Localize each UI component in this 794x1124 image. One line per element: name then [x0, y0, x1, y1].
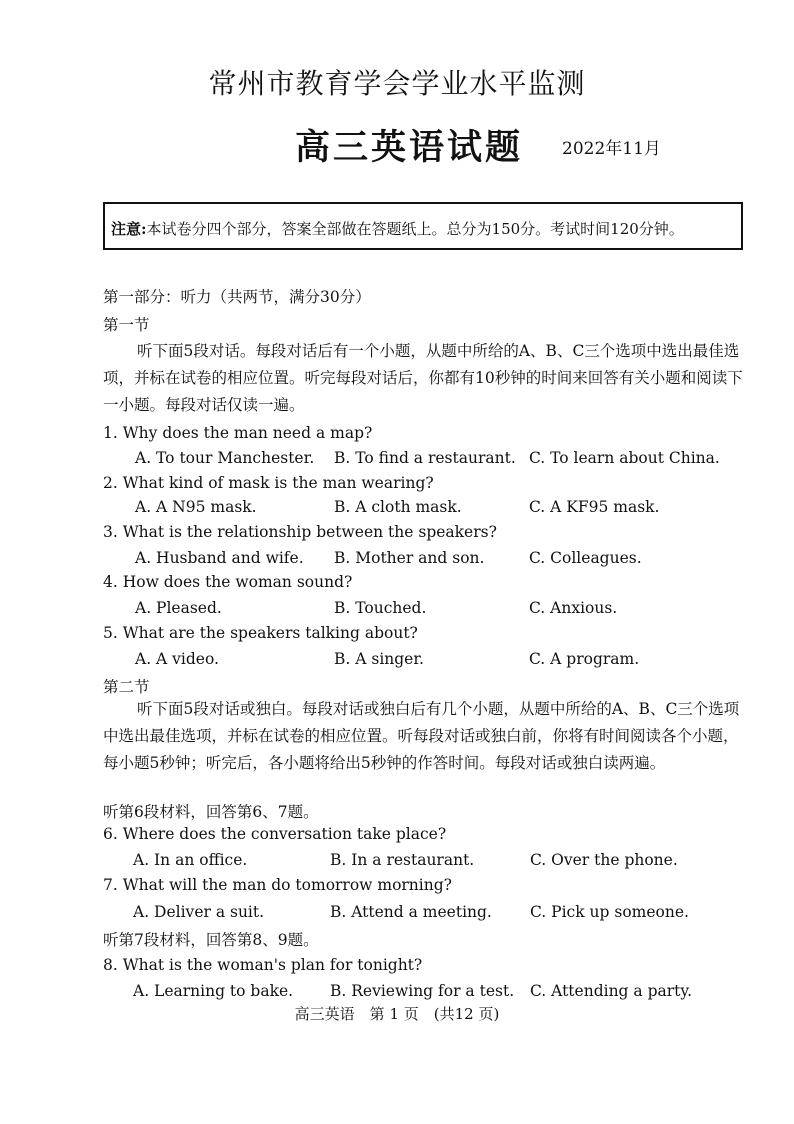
- part1-heading: 第一部分：听力（共两节，满分30分）: [103, 288, 371, 306]
- q4-option-c: C. Anxious.: [529, 599, 618, 617]
- material-7-instruction: 听第7段材料，回答第8、9题。: [103, 931, 319, 949]
- q8-option-a: A. Learning to bake.: [133, 982, 294, 1000]
- question-8: 8. What is the woman's plan for tonight?: [103, 956, 423, 974]
- q8-option-b: B. Reviewing for a test.: [330, 982, 515, 1000]
- q5-option-a: A. A video.: [135, 650, 219, 668]
- q3-option-c: C. Colleagues.: [529, 549, 642, 567]
- q3-option-a: A. Husband and wife.: [135, 549, 304, 567]
- q3-option-b: B. Mother and son.: [334, 549, 485, 567]
- q2-option-c: C. A KF95 mask.: [529, 498, 660, 516]
- section1-heading: 第一节: [103, 316, 150, 334]
- material-6-instruction: 听第6段材料，回答第6、7题。: [103, 803, 319, 821]
- q1-option-b: B. To find a restaurant.: [334, 449, 516, 467]
- section2-heading: 第二节: [103, 678, 150, 696]
- notice-content: [111, 218, 684, 239]
- q6-option-a: A. In an office.: [133, 851, 248, 869]
- exam-date: 2022年11月: [562, 139, 661, 159]
- q4-option-b: B. Touched.: [334, 599, 427, 617]
- notice-label: 注意:: [111, 220, 147, 238]
- q5-option-c: C. A program.: [529, 650, 640, 668]
- q6-option-c: C. Over the phone.: [530, 851, 678, 869]
- q2-option-b: B. A cloth mask.: [334, 498, 462, 516]
- question-7: 7. What will the man do tomorrow morning?: [103, 876, 452, 894]
- section1-instructions: 听下面5段对话。每段对话后有一个小题，从题中所给的A、B、C三个选项中选出最佳选项，并标在试卷的相应位置。听完每段对话后，你都有10秒钟的时间来回答有关小题和阅读下一小题。每段对话仅读一遍。: [103, 342, 743, 414]
- q8-option-c: C. Attending a party.: [530, 982, 693, 1000]
- question-6: 6. Where does the conversation take place?: [103, 825, 447, 843]
- q1-option-c: C. To learn about China.: [529, 449, 720, 467]
- org-title: 常州市教育学会学业水平监测: [208, 67, 586, 100]
- q4-option-a: A. Pleased.: [135, 599, 222, 617]
- notice-box: [103, 202, 743, 250]
- question-5: 5. What are the speakers talking about?: [103, 624, 418, 642]
- q1-option-a: A. To tour Manchester.: [135, 449, 315, 467]
- question-1: 1. Why does the man need a map?: [103, 424, 373, 442]
- q7-option-a: A. Deliver a suit.: [133, 903, 265, 921]
- question-4: 4. How does the woman sound?: [103, 573, 353, 591]
- q7-option-b: B. Attend a meeting.: [330, 903, 492, 921]
- q5-option-b: B. A singer.: [334, 650, 424, 668]
- exam-title: 高三英语试题: [295, 127, 524, 168]
- section2-instructions: 听下面5段对话或独白。每段对话或独白后有几个小题，从题中所给的A、B、C三个选项中选出最佳选项，并标在试卷的相应位置。听每段对话或独白前，你将有时间阅读各个小题，每小题5秒钟；听完后，各小题将给出5秒钟的作答时间。每段对话或独白读两遍。: [103, 700, 740, 772]
- q6-option-b: B. In a restaurant.: [330, 851, 475, 869]
- q2-option-a: A. A N95 mask.: [135, 498, 257, 516]
- question-3: 3. What is the relationship between the speakers?: [103, 523, 497, 541]
- question-2: 2. What kind of mask is the man wearing?: [103, 474, 434, 492]
- notice-text: 本试卷分四个部分，答案全部做在答题纸上。总分为150分。考试时间120分钟。: [146, 220, 684, 238]
- q7-option-c: C. Pick up someone.: [530, 903, 689, 921]
- page-footer: 高三英语 第 1 页 (共12 页): [294, 1005, 500, 1023]
